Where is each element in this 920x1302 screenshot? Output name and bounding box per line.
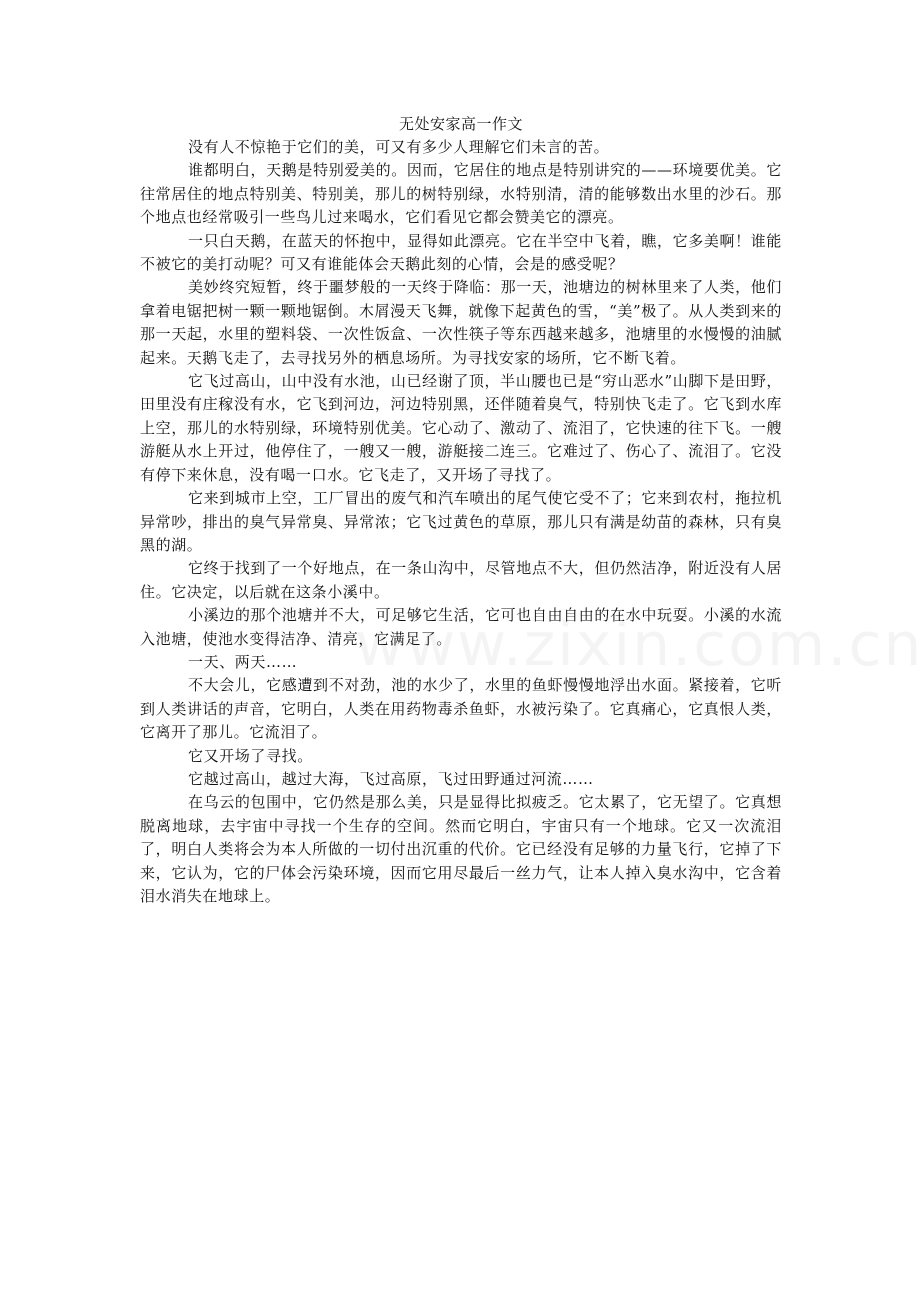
document-page <box>140 114 782 908</box>
paragraph-13: 在乌云的包围中，它仍然是那么美，只是显得比拟疲乏。它太累了，它无望了。它真想脱离地球，去宇宙中寻找一个生存的空间。然而它明白，宇宙只有一个地球。它又一次流泪了，明白人类将会为本人所做的一切付出沉重的代价。它已经没有足够的力量飞行，它掉了下来，它认为，它的尸体会污染环境，因而它用尽最后一丝力气，让本人掉入臭水沟中，它含着泪水消失在地球上。 <box>140 793 782 905</box>
paragraph-3: 一只白天鹅，在蓝天的怀抱中，显得如此漂亮。它在半空中飞着，瞧，它多美啊！谁能不被它的美打动呢？可又有谁能体会天鹅此刻的心情，会是的感受呢？ <box>140 231 782 274</box>
paragraph-10: 不大会儿，它感遭到不对劲，池的水少了，水里的鱼虾慢慢地浮出水面。紧接着，它听到人类讲话的声音，它明白，人类在用药物毒杀鱼虾，水被污染了。它真痛心，它真恨人类，它离开了那儿。它流泪了。 <box>140 676 782 742</box>
document-title: 无处安家高一作文 <box>398 115 523 133</box>
paragraph-5: 它飞过高山，山中没有水池，山已经谢了顶，半山腰也已是“穷山恶水”山脚下是田野，田里没有庄稼没有水，它飞到河边，河边特别黑，还伴随着臭气，特别快飞走了。它飞到水库上空，那儿的水特别绿，环境特别优美。它心动了、激动了、流泪了，它快速的往下飞。一艘游艇从水上开过，他停住了，一艘又一艘，游艇接二连三。它难过了、伤心了、流泪了。它没有停下来休息，没有喝一口水。它飞走了，又开场了寻找了。 <box>140 372 782 484</box>
paragraph-12: 它越过高山，越过大海，飞过高原，飞过田野通过河流…… <box>188 769 594 788</box>
paragraph-4: 美妙终究短暂，终于噩梦般的一天终于降临：那一天，池塘边的树林里来了人类，他们拿着电锯把树一颗一颗地锯倒。木屑漫天飞舞，就像下起黄色的雪，“美”极了。从人类到来的那一天起，水里的塑料袋、一次性饭盒、一次性筷子等东西越来越多，池塘里的水慢慢的油腻起来。天鹅飞走了，去寻找另外的栖息场所。为寻找安家的场所，它不断飞着。 <box>140 278 782 367</box>
paragraph-6: 它来到城市上空，工厂冒出的废气和汽车喷出的尾气使它受不了；它来到农村，拖拉机异常吵，排出的臭气异常臭、异常浓；它飞过黄色的草原，那儿只有满是幼苗的森林，只有臭黑的湖。 <box>140 489 782 554</box>
paragraph-7: 它终于找到了一个好地点，在一条山沟中，尽管地点不大，但仍然洁净，附近没有人居住。它决定，以后就在这条小溪中。 <box>140 559 782 601</box>
paragraph-2: 谁都明白，天鹅是特别爱美的。因而，它居住的地点是特别讲究的——环境要优美。它往常居住的地点特别美、特别美，那儿的树特别绿，水特别清，清的能够数出水里的沙石。那个地点也经常吸引一些鸟儿过来喝水，它们看见它都会赞美它的漂亮。 <box>140 161 782 227</box>
paragraph-8: 小溪边的那个池塘并不大，可足够它生活，它可也自由自由的在水中玩耍。小溪的水流入池塘，使池水变得洁净、清亮，它满足了。 <box>140 606 782 648</box>
paragraph-1: 没有人不惊艳于它们的美，可又有多少人理解它们未言的苦。 <box>188 138 610 156</box>
paragraph-11: 它又开场了寻找。 <box>188 746 313 765</box>
paragraph-9: 一天、两天…… <box>188 652 298 671</box>
